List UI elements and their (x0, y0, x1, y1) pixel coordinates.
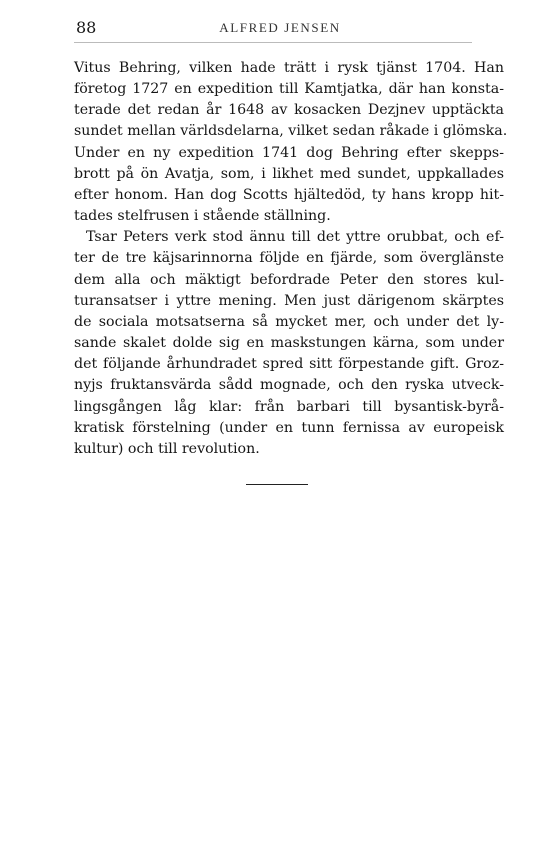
text-line: de sociala motsatserna så mycket mer, och under det ly- (74, 313, 504, 330)
text-line: Under en ny expedition 1741 dog Behring efter skepps- (74, 144, 504, 161)
text-line: lingsgången låg klar: från barbari till bysantisk-byrå- (74, 398, 504, 415)
page-number: 88 (76, 18, 97, 37)
text-line: Vitus Behring, vilken hade trätt i rysk tjänst 1704. Han (74, 60, 504, 76)
text-line: tades stelfrusen i stående ställning. (74, 208, 331, 225)
text-line: brott på ön Avatja, som, i likhet med sundet, uppkallades (74, 165, 504, 182)
text-line: dem alla och mäktigt befordrade Peter den stores kul- (74, 271, 504, 288)
paragraph-2 (74, 227, 504, 460)
paragraph-1 (74, 58, 508, 227)
section-end-rule (246, 484, 308, 485)
text-line: Tsar Peters verk stod ännu till det yttre orubbat, och ef- (86, 229, 504, 246)
text-line: turansatser i yttre mening. Men just därigenom skärptes (74, 292, 504, 309)
text-line: ter de tre käjsarinnorna följde en fjärde, som överglänste (74, 250, 504, 267)
text-line: det följande århundradet spred sitt förpestande gift. Groz- (74, 356, 504, 373)
header-divider (74, 42, 472, 43)
text-line: terade det redan år 1648 av kosacken Dezjnev upptäckta (74, 102, 504, 119)
text-line: sande skalet dolde sig en maskstungen kärna, som under (74, 335, 504, 352)
text-line: kultur) och till revolution. (74, 440, 260, 457)
text-line: företog 1727 en expedition till Kamtjatka, där han konsta- (74, 81, 504, 98)
text-line: efter honom. Han dog Scotts hjältedöd, ty hans kropp hit- (74, 186, 504, 203)
running-title: ALFRED JENSEN (219, 20, 341, 35)
body-text (74, 58, 508, 460)
text-line: sundet mellan världsdelarna, vilket sedan råkade i glömska. (74, 123, 508, 140)
text-line: kratisk förstelning (under en tunn fernissa av europeisk (74, 419, 504, 436)
text-line: nyjs fruktansvärda sådd mognade, och den ryska utveck- (74, 377, 504, 394)
